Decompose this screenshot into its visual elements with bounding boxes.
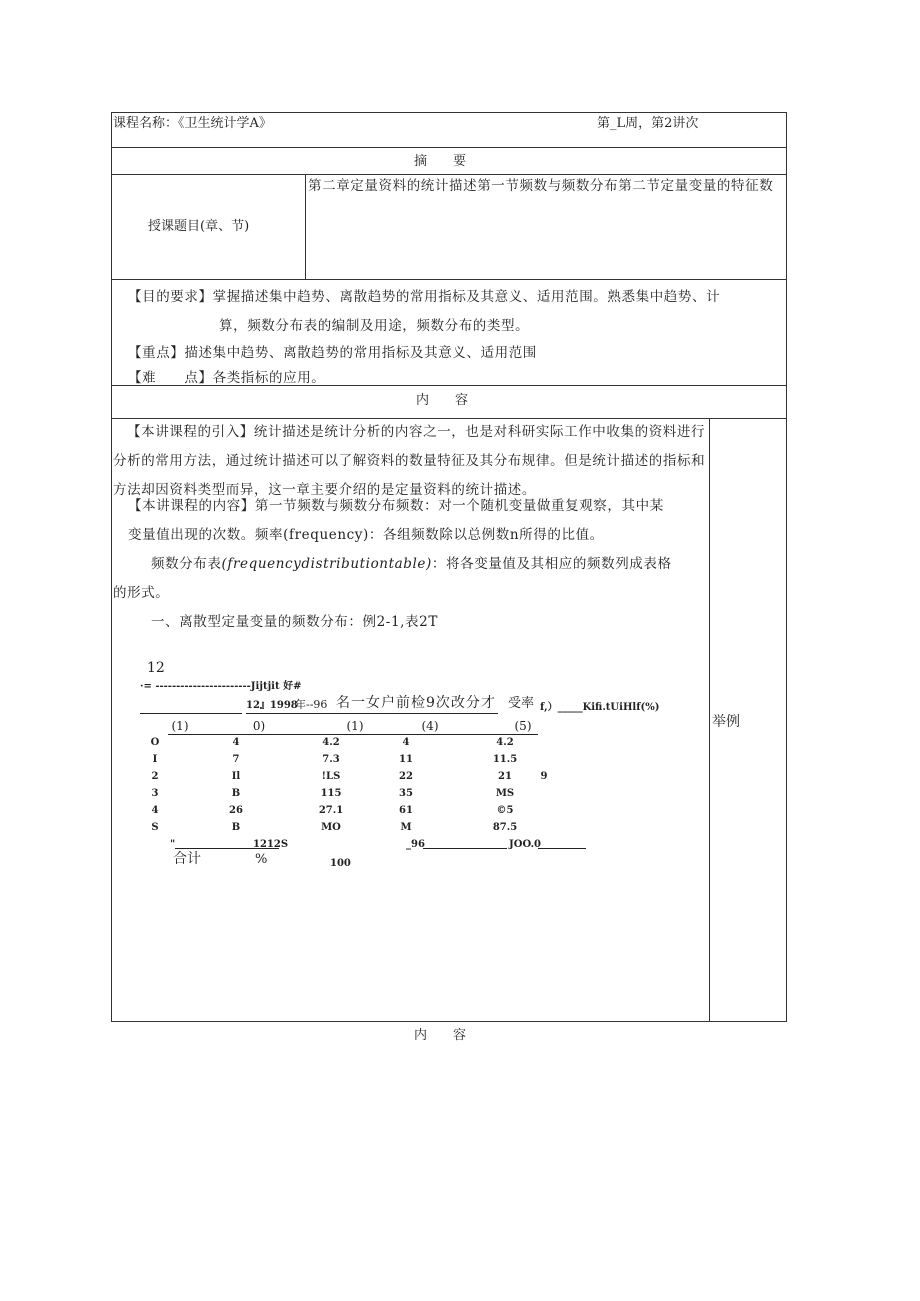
table-cell: MO [321,822,341,833]
table-header-cell: 0) [252,719,266,733]
table-cell: 7.3 [322,754,340,765]
freq-table-definition [151,550,672,579]
table-cell: 4.2 [496,737,514,748]
intro-paragraph: 【本讲课程的引入】统计描述是统计分析的内容之一，也是对科研实际工作中收集的资料进行分析的常用方法，通过统计描述可以了解资料的数量特征及其分布规律。但是统计描述的指标和方法却因资料类型而异，这一章主要介绍的是定量资料的统计描述。 [113,424,706,498]
table-tail-rule [423,848,507,849]
table-cell: 7 [232,754,240,765]
table-cell: MS [495,788,515,799]
table-cell: 4 [402,737,410,748]
footer-content-heading: 内 容 [414,1028,467,1043]
table-top-rule [246,713,498,714]
table-cell: 11 [399,754,413,765]
table-header-rule [168,734,538,735]
table-cell: Il [231,771,241,782]
topic-text: 第二章定量资料的统计描述第一节频数与频数分布第二节定量变量的特征数 [308,178,774,194]
table-caption-5: f,）_____Kifi.tUiHlf(%) [540,702,660,713]
col-divider [709,418,710,1022]
table-total-percent: % [255,852,268,867]
table-cell: 27.1 [318,805,344,816]
table-cell: 4.2 [322,737,340,748]
table-cell: 4 [151,805,159,816]
freq-table-definition-line-2: 的形式。 [113,585,170,601]
table-cell: B [231,822,241,833]
table-header-cell: (5) [514,719,532,733]
table-tail-96: _96 [406,839,425,850]
key-points: 【重点】描述集中趋势、离散趋势的常用指标及其意义、适用范围 [128,345,537,361]
table-caption-3: 名一女户前检9次改分才 [336,695,496,711]
freq-table-term: 频数分布表 [151,556,222,572]
table-header-cell: (1) [171,719,189,733]
table-caption-4: 受率 [508,696,535,711]
table-tail-rule [538,848,586,849]
row-divider [112,279,786,280]
difficulty: 【难 点】各类指标的应用。 [128,370,326,386]
table-cell: ©5 [496,805,514,816]
table-header-cell: (4) [421,719,439,733]
table-caption-2: 年--96 [295,698,328,711]
content-heading: 内 容 [416,393,469,408]
table-caption-1: 12』1998 [246,700,298,711]
table-top-rule [140,713,242,714]
freq-table-def-text: ：将各变量值及其相应的频数列成表格 [431,556,672,572]
table-cell: 2 [151,771,159,782]
table-garble-line: ·= -----------------------Jijtjit 好# [140,681,302,692]
course-name: 课程名称：《卫生统计学A》 [113,116,272,131]
table-cell: I [152,754,158,765]
goal-line-2: 算，频数分布表的编制及用途，频数分布的类型。 [219,318,530,334]
table-tail-rule [175,848,279,849]
table-cell: 87.5 [492,822,518,833]
table-cell: M [400,822,412,833]
table-cell: 26 [229,805,243,816]
table-tail-sum: 1212S [253,839,289,850]
row-divider [112,147,786,148]
content-line-1: 【本讲课程的内容】第一节频数与频数分布频数：对一个随机变量做重复观察，其中某 [128,498,664,514]
table-cell: 4 [232,737,240,748]
table-cell: 3 [151,788,159,799]
col-divider [305,174,306,279]
table-total-label: 合计 [173,851,201,867]
table-cell: 22 [399,771,413,782]
table-cell: 35 [399,788,413,799]
table-header-cell: (1) [346,719,364,733]
table-number: 12 [147,660,165,676]
summary-heading: 摘 要 [414,154,467,169]
table-tail-100: JOO.0 [509,839,542,850]
side-note-example: 举例 [712,714,740,730]
table-cell: 61 [399,805,413,816]
table-cell: 9 [540,771,548,782]
table-tail-mark: " [170,839,176,850]
week-lecture: 第_L周，第2讲次 [597,116,699,131]
table-cell: 115 [320,788,342,799]
table-cell: 11.5 [492,754,518,765]
table-cell: 21 [498,771,512,782]
topic-label: 授课题目(章、节) [148,219,250,234]
freq-table-term-en: (frequencydistributiontable) [221,556,432,572]
table-cell: B [231,788,241,799]
goal-line-1: 【目的要求】掌握描述集中趋势、离散趋势的常用指标及其意义、适用范围。熟悉集中趋势、计 [128,289,721,305]
table-total-100: 100 [330,858,351,869]
table-cell: O [150,737,160,748]
discrete-heading: 一、离散型定量变量的频数分布：例2-1,表2T [151,614,438,630]
table-cell: !LS [321,771,341,782]
table-cell: S [151,822,159,833]
content-line-2: 变量值出现的次数。频率(frequency)：各组频数除以总例数n所得的比值。 [128,527,604,543]
